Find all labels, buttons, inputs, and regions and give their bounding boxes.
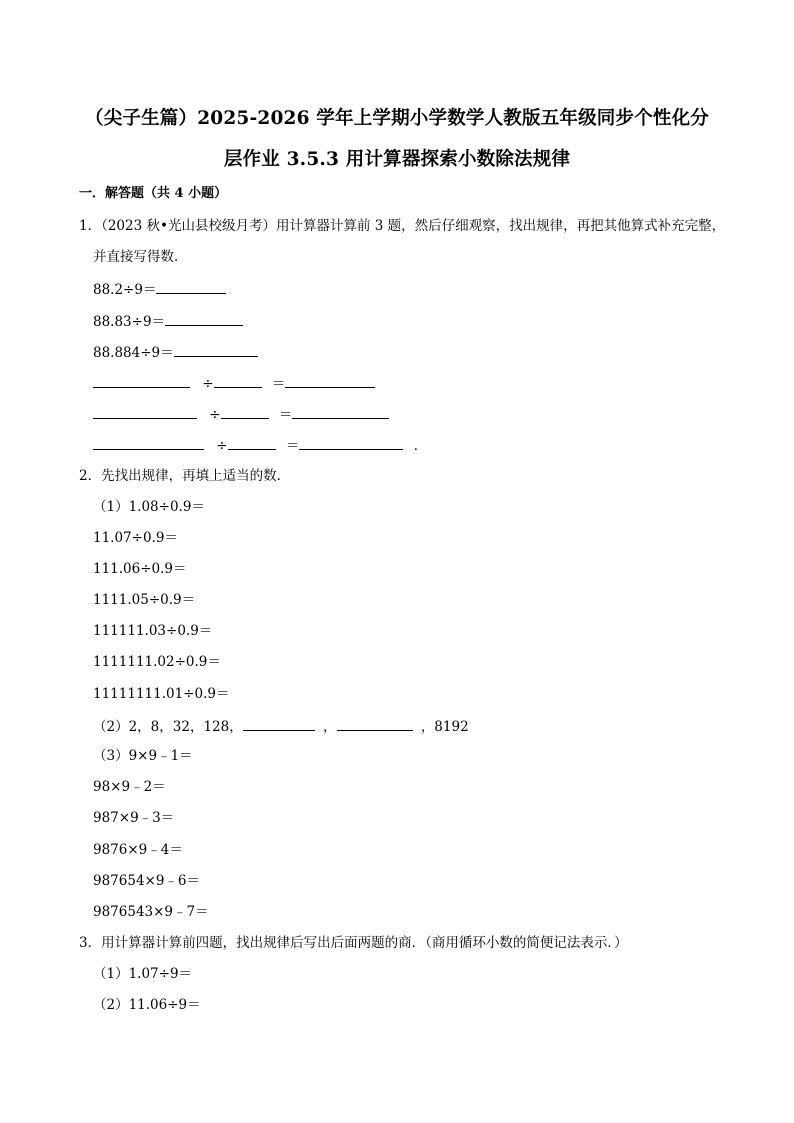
q3-text: 3．用计算器计算前四题，找出规律后写出后面两题的商．（商用循环小数的简便记法表示．） xyxy=(79,935,628,951)
q1-row2-dividend-blank[interactable] xyxy=(93,404,197,419)
q2-p1-line: 1111111.02÷0.9＝ xyxy=(93,654,221,670)
q1-row1-eq-sign: ＝ xyxy=(271,376,286,392)
q2-p3: （3）9×9﹣1＝ xyxy=(93,748,193,764)
q2-p3-line: 9876×9﹣4＝ xyxy=(93,842,183,858)
q1-row1-divisor-blank[interactable] xyxy=(214,373,262,388)
q2-p1: （1）1.08÷0.9＝ xyxy=(93,499,205,515)
q1-row3-div-sign: ÷ xyxy=(216,438,228,454)
q1-text-b: 并直接写得数． xyxy=(93,249,188,265)
q1-row3-result-blank[interactable] xyxy=(299,435,403,450)
q1-row3-divisor-blank[interactable] xyxy=(228,435,276,450)
q2-p3-line: 98×9﹣2＝ xyxy=(93,779,166,795)
q1-row2-div-sign: ÷ xyxy=(209,407,221,423)
q1-row3-eq-sign: ＝ xyxy=(285,438,300,454)
q2-p2-sep: ， xyxy=(323,719,337,735)
q2-p2-end: ，8192 xyxy=(420,719,469,735)
document-title-line-2: 层作业 3.5.3 用计算器探索小数除法规律 xyxy=(223,149,571,170)
q1-eq2-text: 88.83÷9＝ xyxy=(93,314,166,330)
q2-p2-blank-2[interactable] xyxy=(337,716,413,731)
q1-row1-dividend-blank[interactable] xyxy=(93,373,190,388)
q1-row1-result-blank[interactable] xyxy=(285,373,375,388)
q3-p2: （2）11.06÷9＝ xyxy=(93,997,201,1013)
q2-p1-line: 11.07÷0.9＝ xyxy=(93,530,178,546)
q2-p1-line: 11111111.01÷0.9＝ xyxy=(93,686,230,702)
section-heading: 一．解答题（共 4 小题） xyxy=(79,186,228,201)
q2-p1-line: 111111.03÷0.9＝ xyxy=(93,623,213,639)
q1-eq3-text: 88.884÷9＝ xyxy=(93,345,174,361)
q1-row2-result-blank[interactable] xyxy=(292,404,389,419)
q1-eq3-blank[interactable] xyxy=(174,342,258,357)
q2-text: 2．先找出规律，再填上适当的数． xyxy=(79,468,291,484)
q2-p3-line: 9876543×9﹣7＝ xyxy=(93,904,209,920)
q1-fill-row-3 xyxy=(93,435,427,455)
q1-row1-div-sign: ÷ xyxy=(202,376,214,392)
q1-row2-eq-sign: ＝ xyxy=(278,407,293,423)
q1-text-a: 1．（2023 秋•光山县校级月考）用计算器计算前 3 题，然后仔细观察，找出规律，再把其他算式补充完整， xyxy=(79,218,726,234)
q1-fill-row-2 xyxy=(93,404,389,424)
q2-p2-start: （2）2，8，32，128， xyxy=(93,719,243,735)
q1-row3-dividend-blank[interactable] xyxy=(93,435,204,450)
document-title-line-1: （尖子生篇）2025-2026 学年上学期小学数学人教版五年级同步个性化分 xyxy=(85,108,709,129)
q1-eq1 xyxy=(93,279,226,299)
q2-p1-line: 1111.05÷0.9＝ xyxy=(93,592,196,608)
q1-eq1-blank[interactable] xyxy=(156,279,226,294)
q2-p2-blank-1[interactable] xyxy=(243,716,315,731)
q1-eq2 xyxy=(93,311,243,331)
q1-eq2-blank[interactable] xyxy=(165,311,243,326)
q1-row3-period: ． xyxy=(413,438,428,454)
q2-p3-line: 987×9﹣3＝ xyxy=(93,810,175,826)
q3-p1: （1）1.07÷9＝ xyxy=(93,966,193,982)
q1-eq3 xyxy=(93,342,258,362)
q1-fill-row-1 xyxy=(93,373,375,393)
q2-p1-line: 111.06÷0.9＝ xyxy=(93,561,187,577)
q1-row2-divisor-blank[interactable] xyxy=(221,404,269,419)
q2-p2 xyxy=(93,716,469,736)
q2-p3-line: 987654×9﹣6＝ xyxy=(93,873,201,889)
q1-eq1-text: 88.2÷9＝ xyxy=(93,282,157,298)
